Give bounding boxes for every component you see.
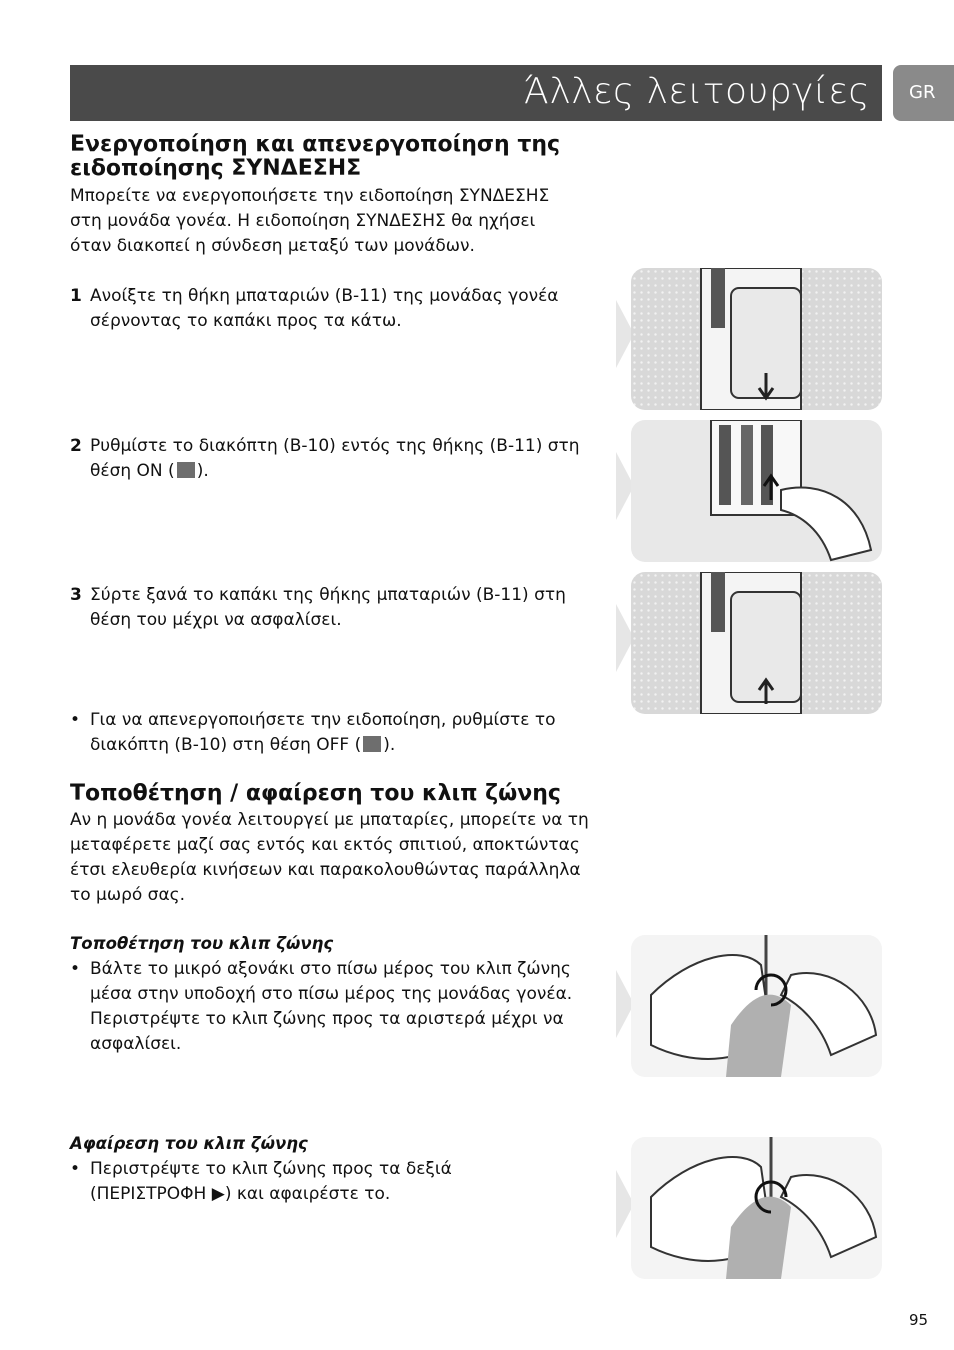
bullet-line: Περιστρέψτε το κλιπ ζώνης προς τα αριστερά μέχρι να	[90, 1009, 564, 1029]
step-line: σέρνοντας το καπάκι προς τα κάτω.	[90, 311, 402, 331]
step-2	[70, 434, 610, 484]
figure-open-battery-cover	[631, 268, 882, 410]
attach-heading: Τοποθέτηση του κλιπ ζώνης	[70, 934, 334, 953]
step-number: 3	[70, 585, 82, 605]
section1-title-line1: Ενεργοποίηση και απενεργοποίηση της	[70, 132, 561, 157]
header-bar	[70, 65, 882, 121]
page-title: Άλλες λειτουργίες	[524, 71, 870, 112]
step-3	[70, 583, 610, 633]
intro-line: στη μονάδα γονέα. Η ειδοποίηση ΣΥΝΔΕΣΗΣ θα ηχήσει	[70, 211, 536, 231]
step-line	[90, 459, 610, 484]
bullet-line	[90, 733, 610, 758]
section1-title-line2: ειδοποίησης ΣΥΝΔΕΣΗΣ	[70, 156, 362, 181]
intro-line: όταν διακοπεί η σύνδεση μεταξύ των μονάδων.	[70, 236, 475, 256]
bullet-text: ).	[383, 735, 396, 755]
language-tab	[893, 65, 954, 121]
intro-line: Μπορείτε να ενεργοποιήσετε την ειδοποίηση ΣΥΝΔΕΣΗΣ	[70, 186, 550, 206]
step-number: 1	[70, 286, 82, 306]
bullet-line: Περιστρέψτε το κλιπ ζώνης προς τα δεξιά	[90, 1159, 452, 1179]
figure-close-battery-cover	[631, 572, 882, 714]
step-line: Ανοίξτε τη θήκη μπαταριών (B-11) της μονάδας γονέα	[90, 286, 559, 306]
bullet-attach	[70, 957, 610, 1057]
language-label: GR	[909, 82, 936, 103]
remove-heading: Αφαίρεση του κλιπ ζώνης	[70, 1134, 308, 1153]
page-number: 95	[909, 1311, 929, 1329]
bullet-line: Για να απενεργοποιήσετε την ειδοποίηση, ρυθμίστε το	[90, 710, 556, 730]
figure-switch-setting	[631, 420, 882, 562]
intro-line: το μωρό σας.	[70, 885, 186, 905]
bullet-off	[70, 708, 610, 758]
bullet-mark: •	[70, 959, 81, 979]
step-line: θέση του μέχρι να ασφαλίσει.	[90, 610, 342, 630]
figure-remove-belt-clip	[631, 1137, 882, 1279]
play-arrow-icon: ▶	[211, 1184, 225, 1204]
intro-line: Αν η μονάδα γονέα λειτουργεί με μπαταρίες, μπορείτε να τη	[70, 810, 589, 830]
step-line: Σύρτε ξανά το καπάκι της θήκης μπαταριών (B-11) στη	[90, 585, 566, 605]
step-1	[70, 284, 610, 334]
bullet-line: ασφαλίσει.	[90, 1034, 182, 1054]
step-line: Ρυθμίστε το διακόπτη (B-10) εντός της θήκης (B-11) στη	[90, 436, 580, 456]
section2-intro	[70, 808, 589, 908]
step-text: θέση ON (	[90, 461, 175, 481]
bullet-mark: •	[70, 710, 81, 730]
bullet-line	[90, 1182, 610, 1207]
intro-line: έτσι ελευθερία κινήσεων και παρακολουθώντας παράλληλα	[70, 860, 581, 880]
bullet-mark: •	[70, 1159, 81, 1179]
step-text: ).	[196, 461, 209, 481]
step-number: 2	[70, 436, 82, 456]
section1-intro	[70, 184, 549, 259]
switch-on-icon	[177, 462, 195, 478]
bullet-line: μέσα στην υποδοχή στο πίσω μέρος της μονάδας γονέα.	[90, 984, 573, 1004]
switch-off-icon	[363, 736, 381, 752]
bullet-text: ) και αφαιρέστε το.	[224, 1184, 391, 1204]
intro-line: μεταφέρετε μαζί σας εντός και εκτός σπιτιού, αποκτώντας	[70, 835, 580, 855]
section2-title: Τοποθέτηση / αφαίρεση του κλιπ ζώνης	[70, 781, 561, 806]
bullet-text: διακόπτη (B-10) στη θέση OFF (	[90, 735, 362, 755]
bullet-line: Βάλτε το μικρό αξονάκι στο πίσω μέρος του κλιπ ζώνης	[90, 959, 571, 979]
bullet-remove	[70, 1157, 610, 1207]
bullet-text: (ΠΕΡΙΣΤΡΟΦΗ	[90, 1184, 212, 1204]
figure-attach-belt-clip	[631, 935, 882, 1077]
